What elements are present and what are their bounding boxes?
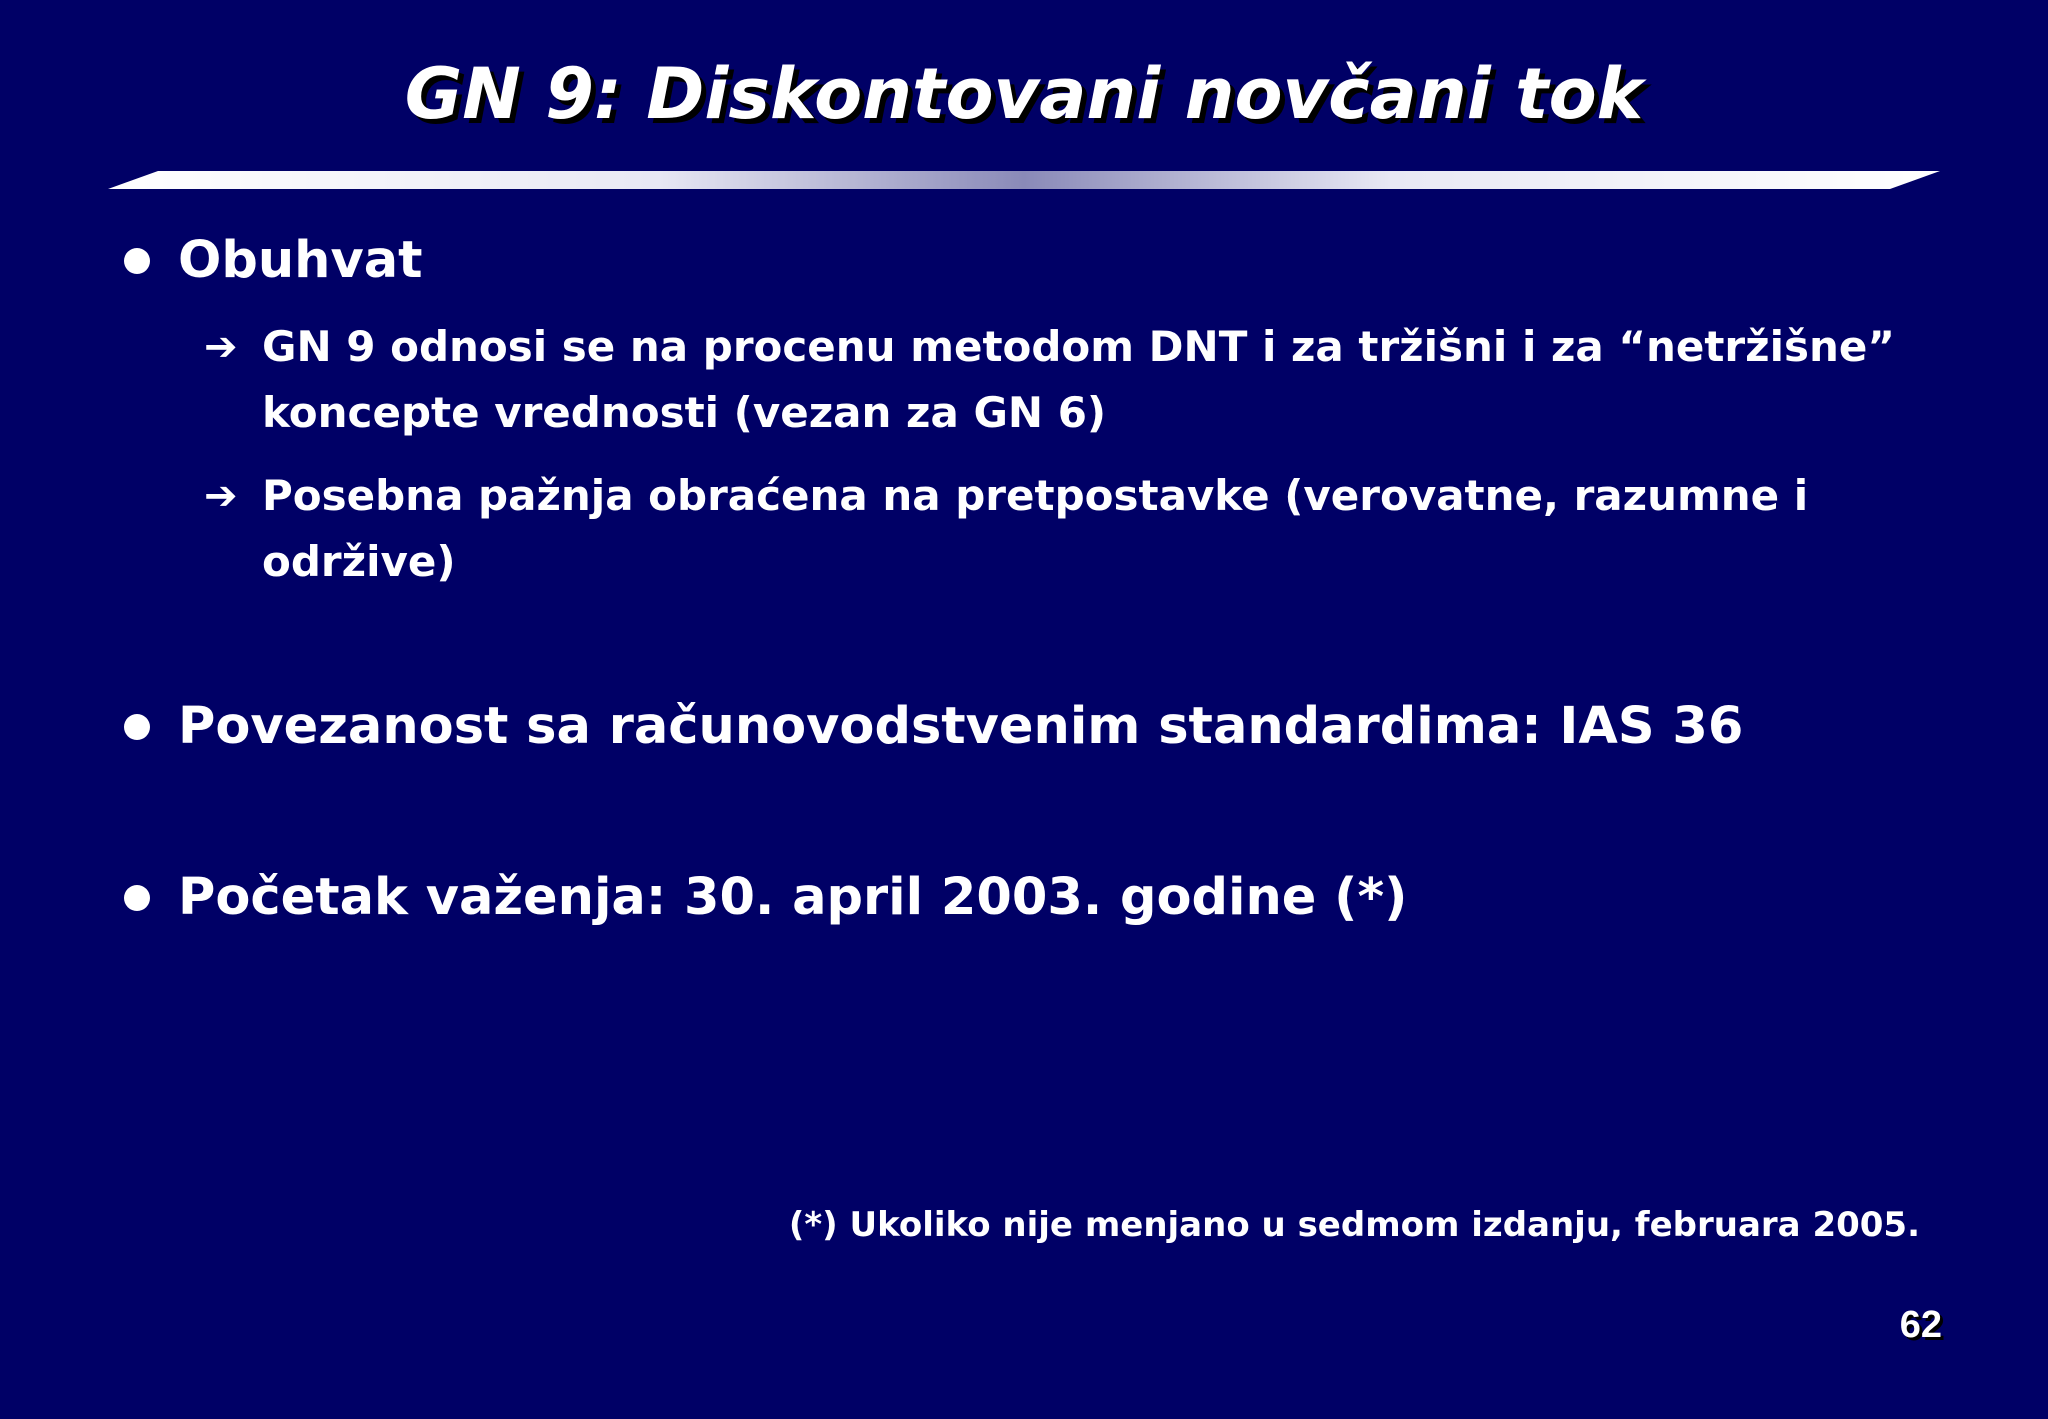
bullet-text: Obuhvat	[178, 231, 423, 290]
bullet-dot-icon	[124, 714, 150, 740]
slide-title: GN 9: Diskontovani novčani tok	[404, 53, 1644, 135]
right-arrow-icon: ➔	[204, 473, 238, 519]
sub-bullet-text	[262, 314, 1922, 446]
sub-bullet-line: održive)	[262, 537, 456, 586]
bullet-dot-icon	[124, 885, 150, 911]
bullet-text: Povezanost sa računovodstvenim standardima: IAS 36	[178, 697, 1744, 756]
title-divider	[108, 171, 1940, 189]
bullet-dot-icon	[124, 248, 150, 274]
sub-bullet-line: GN 9 odnosi se na procenu metodom DNT i za tržišni i za “netržišne”	[262, 322, 1895, 371]
right-arrow-icon: ➔	[204, 324, 238, 370]
sub-bullet-line: koncepte vrednosti (vezan za GN 6)	[262, 388, 1107, 437]
bullet-text: Početak važenja: 30. april 2003. godine (*)	[178, 868, 1408, 927]
page-number: 62	[1899, 1304, 1942, 1346]
footnote: (*) Ukoliko nije menjano u sedmom izdanju, februara 2005.	[788, 1205, 1920, 1245]
sub-bullet-text	[262, 463, 1922, 595]
sub-bullet-line: Posebna pažnja obraćena na pretpostavke (verovatne, razumne i	[262, 471, 1809, 520]
